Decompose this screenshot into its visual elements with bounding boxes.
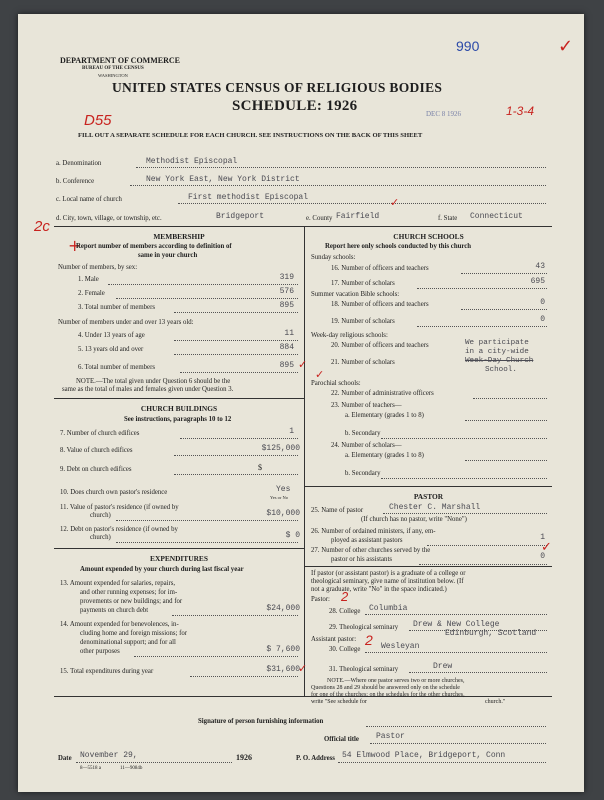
yes-no-hint: Yes or No [270,495,289,500]
state-label: f. State [438,215,458,222]
q6-value: 895 [279,361,294,370]
q24-label: 24. Number of scholars— [331,442,402,449]
sunday-schools-label: Sunday schools: [311,254,356,261]
graduate-instructions-1: If pastor (or assistant pastor) is a graduate of a college or [311,570,466,577]
q23b-label: b. Secondary [345,430,381,437]
red-corner-note: 1-3-4 [506,104,535,118]
q7-label: 7. Number of church edifices [60,430,140,437]
instructions-line: FILL OUT A SEPARATE SCHEDULE FOR EACH CHURCH. SEE INSTRUCTIONS ON THE BACK OF THIS SHEET [78,132,423,139]
city-label: WASHINGTON [98,73,128,78]
q26-label-2: ployed as assistant pastors [331,537,403,544]
membership-note: NOTE.—The total given under Question 6 should be the [76,378,231,385]
denomination-value: Methodist Episcopal [146,157,238,166]
schools-heading: CHURCH SCHOOLS [393,232,464,241]
q18-label: 18. Number of officers and teachers [331,301,429,308]
q12-label: 12. Debt on pastor's residence (if owned by [60,526,178,533]
q27-value: 0 [540,552,545,561]
q10-value: Yes [276,485,291,494]
q11-label: 11. Value of pastor's residence (if owned by [60,504,179,511]
membership-heading: MEMBERSHIP [153,232,205,241]
q14-label-2: cluding home and foreign missions; for [80,630,188,637]
q14-label-1: 14. Amount expended for benevolences, in- [60,621,179,628]
q29-label: 29. Theological seminary [329,624,399,631]
official-title-value: Pastor [376,732,405,741]
expenditures-subtitle: Amount expended by your church during last fiscal year [80,566,244,573]
red-check-icon: ✓ [298,358,308,371]
weekday-note-line-1: We participate [465,339,529,347]
q22-label: 22. Number of administrative officers [331,390,434,397]
q13-label-1: 13. Amount expended for salaries, repairs, [60,580,176,587]
q1-value: 319 [279,273,294,282]
q13-label-4: payments on church debt [80,607,149,614]
q30-value: Wesleyan [381,642,420,651]
conference-label: b. Conference [56,178,95,185]
city-town-label: d. City, town, village, or township, etc. [56,215,162,222]
q19-label: 19. Number of scholars [331,318,395,325]
q25-label: 25. Name of pastor [311,507,364,514]
q12-label-2: church) [90,534,111,541]
right-column [305,228,552,705]
q1-label: 1. Male [78,276,99,283]
red-pastor-mark: 2 [341,589,349,604]
pastor-note-4: write "See schedule for [311,699,367,705]
parochial-schools-label: Parochial schools: [311,380,361,387]
q14-label-4: other purposes [80,648,120,655]
weekday-schools-note [465,339,533,375]
q13-label-2: and other running expenses; for im- [80,589,178,596]
po-address-label: P. O. Address [296,755,335,762]
graduate-instructions-3: not a graduate, write "No" in the space indicated.) [311,586,447,593]
q30-label: 30. College [329,646,361,653]
date-year: 1926 [236,753,252,762]
q25-note: (If church has no pastor, write "None") [361,516,467,523]
q14-value: $ 7,600 [266,645,300,654]
q6-label: 6. Total number of members [78,364,155,371]
city-town-value: Bridgeport [216,212,265,221]
q8-value: $125,000 [261,444,300,453]
q31-label: 31. Theological seminary [329,666,399,673]
q11-label-2: church) [90,512,111,519]
schools-subtitle: Report here only schools conducted by this church [325,243,472,250]
age-heading: Number of members under and over 13 years old: [58,319,194,326]
q11-value: $10,000 [266,509,300,518]
weekday-schools-label: Week-day religious schools: [311,332,388,339]
po-address-value: 54 Elmwood Place, Bridgeport, Conn [342,751,506,760]
q31-value: Drew [433,662,453,671]
buildings-heading: CHURCH BUILDINGS [140,404,218,413]
local-name-label: c. Local name of church [56,196,122,203]
census-schedule-sheet [18,14,584,792]
q23a-label: a. Elementary (grades 1 to 8) [345,412,424,419]
q16-value: 43 [535,262,545,271]
q17-label: 17. Number of scholars [331,280,395,287]
denomination-label: a. Denomination [56,160,102,167]
form-code-2: 11—9084b [120,766,143,771]
bureau-label: BUREAU OF THE CENSUS [82,66,144,71]
q4-value: 11 [284,329,294,338]
county-value: Fairfield [336,212,380,221]
q25-value: Chester C. Marshall [389,503,481,512]
q24b-label: b. Secondary [345,470,381,477]
q27-label-2: pastor or his assistants [331,556,392,563]
weekday-note-line-2: in a city-wide [465,348,529,356]
q21-label: 21. Number of scholars [331,359,395,366]
red-check-icon: ✓ [298,662,308,675]
membership-subtitle-2: same in your church [138,252,198,259]
q27-label: 27. Number of other churches served by the [311,547,431,554]
q23-label: 23. Number of teachers— [331,402,402,409]
conference-value: New York East, New York District [146,175,300,184]
q13-value: $24,000 [266,604,300,613]
received-date-stamp: DEC 8 1926 [426,110,461,118]
pastor-note-3: for one of the churches; on the schedules for the other churches, [311,692,465,698]
signature-label: Signature of person furnishing information [198,718,324,725]
q26-label: 26. Number of ordained ministers, if any, em- [311,528,436,535]
q9-label: 9. Debt on church edifices [60,466,132,473]
q12-value: $ 0 [285,531,300,540]
red-check-icon: ✓ [390,196,400,209]
form-number: 990 [456,38,480,54]
q15-label: 15. Total expenditures during year [60,668,154,675]
q18-value: 0 [540,298,545,307]
membership-note-2: same as the total of males and females given under Question 3. [62,386,234,393]
red-margin-note: 2c [34,218,50,235]
q16-label: 16. Number of officers and teachers [331,265,429,272]
q2-label: 2. Female [78,290,105,297]
county-label: e. County [306,215,333,222]
pastor-heading: PASTOR [413,492,444,501]
q8-label: 8. Value of church edifices [60,447,133,454]
state-value: Connecticut [470,212,523,221]
q29-value-2: Edinburgh, Scotland [445,629,537,638]
form-schedule: SCHEDULE: 1926 [232,98,358,114]
q29-value: Drew & New College [413,620,500,629]
q24a-label: a. Elementary (grades 1 to 8) [345,452,424,459]
q28-value: Columbia [369,604,408,613]
weekday-note-line-4: School. [485,366,517,374]
expenditures-heading: EXPENDITURES [150,554,208,563]
department-label: DEPARTMENT OF COMMERCE [60,56,181,65]
official-title-label: Official title [324,736,359,743]
red-assistant-mark: 2 [365,632,373,648]
q20-label: 20. Number of officers and teachers [331,342,429,349]
left-column [54,228,308,696]
q4-label: 4. Under 13 years of age [78,332,145,339]
red-check-icon: ✓ [315,368,325,381]
q3-label: 3. Total number of members [78,304,155,311]
assistant-pastor-label: Assistant pastor: [311,636,357,643]
members-by-sex-label: Number of members, by sex: [58,264,138,271]
q15-value: $31,600 [266,665,300,674]
weekday-note-line-3: Week-Day Church [465,357,534,365]
q10-label: 10. Does church own pastor's residence [60,489,168,496]
pastor-note-2: Questions 28 and 29 should be answered only on the schedule [311,685,460,691]
q7-value: 1 [289,427,294,436]
form-code: 8—5518 a [80,766,101,771]
red-code-note: D55 [84,112,112,129]
q19-value: 0 [540,315,545,324]
q9-value: $ [258,463,262,472]
form-title: UNITED STATES CENSUS OF RELIGIOUS BODIES [112,80,443,95]
membership-subtitle: Report number of members according to definition of [76,243,232,250]
graduate-instructions-2: theological seminary, give name of institution below. (If [311,578,464,585]
local-name-value: First methodist Episcopal [188,193,309,202]
q3-value: 895 [279,301,294,310]
q5-value: 884 [279,343,294,352]
q26-value: 1 [540,533,545,542]
red-check-icon: ✓ [541,540,552,555]
pastor-label: Pastor: [311,596,330,603]
summer-schools-label: Summer vacation Bible schools: [311,291,400,298]
pastor-note-1: NOTE.—Where one pastor serves two or more churches, [327,678,465,684]
q28-label: 28. College [329,608,361,615]
q13-label-3: provements or new buildings; and for [80,598,183,605]
q2-value: 576 [279,287,294,296]
q14-label-3: denominational support; and for all [80,639,176,646]
buildings-subtitle: See instructions, paragraphs 10 to 12 [124,416,232,423]
q5-label: 5. 13 years old and over [78,346,144,353]
red-x-mark-icon: + [68,236,82,255]
q17-value: 695 [530,277,545,286]
red-check-icon: ✓ [558,36,574,57]
pastor-note-5: church." [485,699,506,705]
date-value: November 29, [80,751,138,760]
date-label: Date [58,755,72,762]
